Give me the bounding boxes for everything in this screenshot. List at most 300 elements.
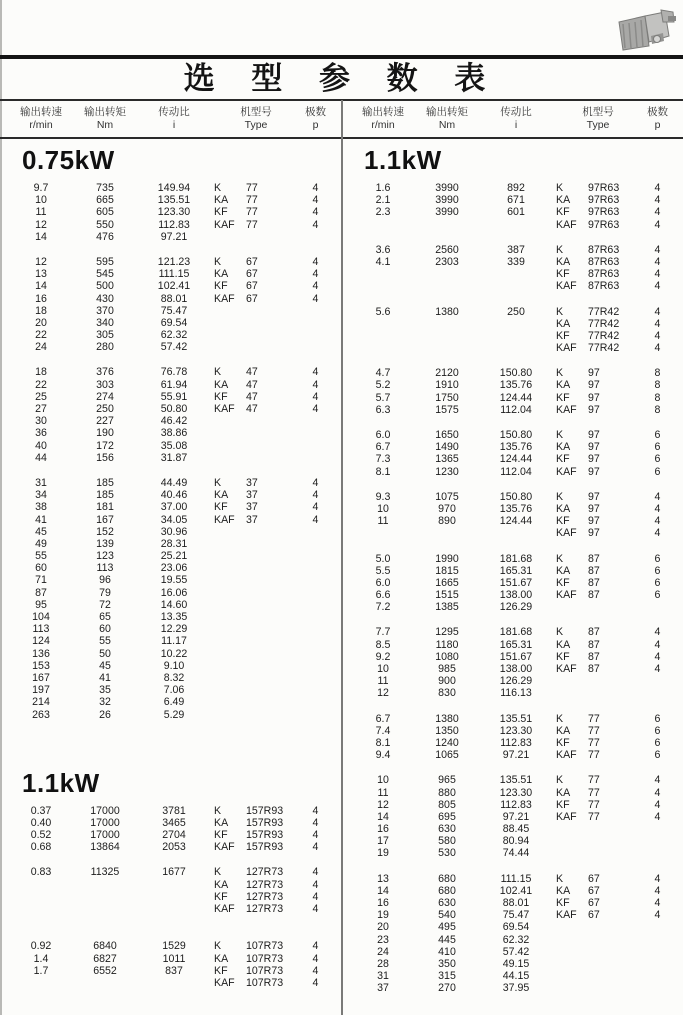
cell-type [214, 829, 298, 841]
cell-poles [298, 562, 333, 574]
table-row [342, 565, 683, 577]
cell-ratio: 1011 [162, 952, 186, 965]
cell-ratio: 1529 [162, 940, 186, 953]
cell-poles: 4 [654, 663, 661, 675]
cell-torque: 26 [99, 708, 111, 721]
cell-ratio [134, 903, 214, 915]
cell-speed [6, 879, 76, 891]
table-row [0, 501, 341, 513]
type-size: 37 [246, 501, 258, 514]
cell-type [214, 293, 298, 305]
cell-type [214, 317, 298, 329]
table-row [0, 953, 341, 965]
cell-poles [640, 823, 675, 835]
cell-torque: 2120 [435, 367, 459, 380]
type-size: 87R63 [588, 280, 620, 293]
cell-ratio: 102.41 [499, 884, 533, 897]
cell-poles [298, 587, 333, 599]
cell-type [556, 737, 640, 749]
cell-torque: 370 [96, 304, 114, 317]
table-row [0, 293, 341, 305]
cell-speed: 12 [377, 687, 389, 700]
cell-type [214, 538, 298, 550]
cell-speed: 6.7 [375, 712, 391, 725]
cell-speed: 8.5 [375, 638, 391, 651]
cell-poles [298, 415, 333, 427]
type-prefix: KA [214, 489, 229, 502]
cell-speed: 12 [35, 218, 47, 231]
cell-ratio: 88.45 [502, 823, 530, 836]
type-prefix: KAF [556, 403, 577, 416]
cell-torque: 1295 [435, 626, 459, 639]
type-size: 97R63 [588, 218, 620, 231]
table-header-left [0, 101, 341, 137]
cell-speed: 167 [32, 671, 50, 684]
cell-ratio: 135.51 [157, 194, 191, 207]
cell-ratio: 135.51 [499, 712, 533, 725]
type-size: 77R42 [588, 342, 620, 355]
cell-ratio: 46.42 [160, 415, 188, 428]
type-prefix: KAF [556, 909, 577, 922]
table-row [0, 256, 341, 268]
table-block [342, 774, 683, 859]
cell-speed: 1.6 [375, 182, 391, 194]
type-prefix: K [556, 243, 564, 256]
table-row [0, 526, 341, 538]
cell-speed: 197 [32, 684, 50, 697]
cell-poles: 4 [654, 638, 661, 651]
type-size: 157R93 [246, 829, 284, 842]
cell-poles: 4 [312, 182, 319, 194]
type-prefix: KAF [556, 589, 577, 602]
cell-ratio: 135.76 [499, 379, 533, 392]
table-row [342, 404, 683, 416]
cell-torque [76, 879, 134, 891]
cell-speed: 14 [35, 230, 47, 243]
cell-type [556, 491, 640, 503]
cell-speed: 0.52 [30, 829, 52, 842]
cell-poles: 4 [312, 804, 319, 817]
type-prefix: KF [214, 206, 228, 219]
cell-torque: 227 [96, 415, 114, 428]
cell-speed: 124 [32, 635, 50, 648]
table-row [342, 873, 683, 885]
cell-speed: 9.7 [33, 182, 49, 194]
cell-ratio: 150.80 [499, 490, 533, 503]
type-size: 97 [588, 429, 600, 441]
header-type: 机型号 Type [582, 106, 614, 131]
type-prefix [214, 329, 246, 341]
cell-speed: 6.3 [375, 403, 391, 416]
table-row [342, 626, 683, 638]
table-row [342, 897, 683, 909]
data-column-left [0, 142, 341, 1015]
cell-speed: 10 [377, 774, 389, 787]
type-size: 47 [246, 378, 258, 391]
cell-torque: 305 [96, 329, 114, 342]
type-size: 37 [246, 489, 258, 502]
cell-speed: 9.2 [375, 650, 391, 663]
cell-poles: 4 [312, 866, 319, 879]
cell-torque: 17000 [90, 829, 120, 842]
cell-speed: 95 [35, 598, 47, 611]
cell-torque: 65 [99, 611, 111, 623]
type-size: 127R73 [246, 890, 284, 903]
cell-type [556, 206, 640, 218]
cell-poles: 4 [312, 476, 319, 489]
cell-type [214, 219, 298, 231]
cell-type [556, 946, 640, 958]
cell-poles: 4 [312, 829, 319, 842]
type-prefix: KF [556, 897, 570, 909]
cell-type [556, 787, 640, 799]
cell-speed: 2.3 [375, 206, 391, 219]
cell-type [214, 477, 298, 489]
cell-type [556, 515, 640, 527]
cell-poles: 4 [654, 255, 661, 268]
cell-type [214, 440, 298, 452]
table-row [0, 317, 341, 329]
cell-type [556, 713, 640, 725]
type-prefix: KAF [556, 663, 577, 675]
table-row [0, 440, 341, 452]
cell-ratio: 35.08 [160, 439, 188, 452]
cell-type [556, 909, 640, 921]
cell-type [214, 182, 298, 194]
cell-poles: 4 [654, 194, 661, 207]
cell-ratio: 62.32 [160, 329, 188, 342]
cell-poles [640, 946, 675, 958]
cell-type [214, 366, 298, 378]
cell-poles [298, 648, 333, 660]
cell-ratio: 116.13 [500, 687, 532, 700]
cell-ratio [476, 342, 556, 354]
cell-ratio: 16.06 [160, 586, 188, 599]
table-row [342, 713, 683, 725]
cell-type [556, 663, 640, 675]
cell-torque: 580 [438, 835, 456, 848]
cell-type [214, 635, 298, 647]
table-row [0, 489, 341, 501]
cell-poles [298, 329, 333, 341]
type-size: 47 [246, 403, 258, 415]
cell-type [214, 280, 298, 292]
cell-poles: 4 [312, 194, 319, 207]
table-row [342, 651, 683, 663]
cell-speed: 7.2 [375, 601, 391, 614]
cell-poles: 8 [654, 367, 661, 380]
cell-speed: 0.83 [30, 866, 52, 879]
type-prefix [214, 317, 246, 329]
cell-type [214, 866, 298, 878]
table-row [342, 429, 683, 441]
type-prefix: K [214, 866, 222, 879]
cell-speed: 40 [35, 439, 47, 452]
type-prefix: KA [556, 317, 571, 330]
cell-speed: 13 [377, 872, 389, 885]
cell-ratio: 75.47 [502, 909, 530, 922]
cell-type [556, 367, 640, 379]
cell-speed: 18 [35, 304, 47, 317]
cell-ratio: 181.68 [499, 552, 533, 565]
table-row [342, 799, 683, 811]
cell-speed: 14 [377, 810, 389, 823]
cell-type [214, 206, 298, 218]
type-size: 97R63 [588, 182, 620, 194]
cell-type [214, 953, 298, 965]
table-row [0, 403, 341, 415]
cell-ratio: 124.44 [499, 391, 533, 404]
cell-type [214, 329, 298, 341]
cell-torque: 3990 [435, 194, 459, 207]
cell-speed: 10 [377, 663, 389, 675]
cell-ratio [134, 915, 214, 927]
cell-ratio: 3465 [162, 816, 186, 829]
cell-type [214, 231, 298, 243]
cell-torque: 280 [96, 341, 114, 354]
type-prefix: KA [556, 441, 571, 454]
type-prefix: KAF [556, 527, 577, 540]
cell-speed [6, 977, 76, 989]
type-size: 97 [588, 453, 600, 466]
table-row [0, 648, 341, 660]
cell-torque: 167 [96, 513, 114, 526]
type-prefix [556, 921, 588, 933]
type-size: 67 [588, 897, 600, 909]
table-row [0, 817, 341, 829]
cell-ratio: 10.22 [160, 647, 188, 660]
type-size: 107R73 [246, 952, 284, 965]
cell-speed: 9.4 [375, 749, 391, 762]
cell-ratio: 23.06 [160, 562, 188, 575]
cell-type [556, 749, 640, 761]
table-row [342, 206, 683, 218]
cell-poles: 4 [654, 317, 661, 330]
cell-speed [348, 280, 418, 292]
table-row [342, 268, 683, 280]
cell-poles [298, 684, 333, 696]
cell-type [214, 841, 298, 853]
cell-torque: 680 [438, 884, 456, 897]
data-column-right [342, 142, 683, 1015]
cell-type [214, 256, 298, 268]
cell-ratio: 111.15 [500, 872, 532, 885]
table-row [342, 639, 683, 651]
cell-speed: 45 [35, 525, 47, 538]
cell-poles [298, 672, 333, 684]
cell-poles [298, 635, 333, 647]
type-prefix [556, 982, 588, 994]
cell-speed: 19 [377, 847, 389, 860]
cell-torque: 890 [438, 515, 456, 528]
type-prefix: KA [214, 878, 229, 891]
cell-torque: 410 [438, 945, 456, 958]
cell-torque: 50 [99, 647, 111, 660]
cell-type [556, 847, 640, 859]
cell-speed: 71 [35, 574, 47, 587]
cell-speed: 0.40 [30, 816, 52, 829]
cell-ratio: 57.42 [160, 341, 188, 354]
cell-poles: 6 [654, 552, 661, 565]
cell-poles: 4 [654, 490, 661, 503]
table-row [342, 774, 683, 786]
cell-poles: 4 [312, 841, 319, 854]
type-prefix [214, 538, 246, 550]
cell-poles: 4 [312, 489, 319, 502]
header-torque: 输出转矩 Nm [84, 106, 126, 131]
cell-type [556, 577, 640, 589]
table-row [0, 623, 341, 635]
cell-poles: 4 [312, 366, 319, 379]
cell-poles: 4 [654, 182, 661, 194]
cell-type [556, 958, 640, 970]
cell-poles: 4 [312, 218, 319, 231]
cell-torque: 185 [96, 489, 114, 502]
cell-ratio: 250 [507, 305, 525, 318]
type-prefix: KF [214, 829, 228, 842]
table-block [0, 940, 341, 989]
cell-torque: 695 [438, 810, 456, 823]
cell-type [556, 774, 640, 786]
cell-speed: 9.3 [375, 490, 391, 503]
table-row [342, 453, 683, 465]
cell-type [556, 219, 640, 231]
table-row [342, 737, 683, 749]
cell-speed: 27 [35, 403, 47, 415]
type-prefix: KA [556, 502, 571, 515]
table-row [342, 958, 683, 970]
table-row [342, 835, 683, 847]
cell-torque: 970 [438, 502, 456, 515]
table-row [342, 515, 683, 527]
table-row [0, 599, 341, 611]
cell-type [556, 503, 640, 515]
type-prefix: KF [214, 280, 228, 293]
cell-poles [298, 341, 333, 353]
type-size: 97 [588, 490, 600, 503]
table-row [0, 915, 341, 927]
cell-type [556, 675, 640, 687]
type-prefix: KAF [556, 280, 577, 293]
cell-speed: 16 [377, 823, 389, 836]
type-prefix [556, 946, 588, 958]
cell-ratio: 74.44 [502, 847, 530, 860]
cell-speed: 37 [377, 982, 389, 995]
cell-torque: 445 [438, 933, 456, 946]
cell-torque: 1065 [435, 749, 459, 762]
table-block [342, 367, 683, 416]
cell-ratio: 892 [507, 182, 525, 194]
cell-poles: 4 [312, 501, 319, 514]
cell-ratio [476, 318, 556, 330]
type-size: 87 [588, 663, 600, 675]
cell-ratio [476, 268, 556, 280]
cell-torque [418, 527, 476, 539]
cell-poles: 8 [654, 403, 661, 416]
table-block [0, 256, 341, 354]
type-prefix [556, 934, 588, 946]
cell-speed: 17 [377, 835, 389, 848]
cell-ratio: 76.78 [160, 366, 188, 379]
type-prefix: K [214, 804, 222, 817]
cell-speed: 11 [377, 675, 389, 688]
cell-poles [640, 921, 675, 933]
header-ratio: 传动比 i [500, 106, 532, 131]
cell-poles: 6 [654, 564, 661, 577]
type-prefix: KA [556, 786, 571, 799]
cell-poles: 4 [312, 268, 319, 281]
type-prefix: KAF [556, 465, 577, 478]
type-size: 127R73 [246, 866, 284, 879]
table-row [0, 538, 341, 550]
cell-poles: 4 [654, 515, 661, 528]
table-block [342, 553, 683, 614]
cell-ratio: 3781 [162, 804, 186, 817]
header-type: 机型号 Type [240, 106, 272, 131]
cell-ratio: 123.30 [157, 206, 191, 219]
table-row [342, 909, 683, 921]
type-prefix: KA [556, 638, 571, 651]
cell-torque: 805 [438, 798, 456, 811]
cell-poles: 6 [654, 712, 661, 725]
cell-type [556, 182, 640, 194]
cell-poles [640, 601, 675, 613]
cell-speed: 4.7 [375, 367, 391, 380]
type-prefix [214, 440, 246, 452]
cell-speed [348, 219, 418, 231]
cell-speed: 12 [35, 255, 47, 268]
cell-ratio: 49.15 [502, 957, 530, 970]
cell-ratio: 34.05 [160, 513, 188, 526]
type-size: 67 [588, 872, 600, 885]
cell-torque: 476 [96, 230, 114, 243]
type-prefix: KAF [214, 403, 235, 415]
cell-poles [298, 623, 333, 635]
cell-type [556, 553, 640, 565]
table-row [342, 503, 683, 515]
type-prefix: KA [556, 884, 571, 897]
table-row [0, 841, 341, 853]
type-prefix: KF [214, 890, 228, 903]
cell-speed: 104 [32, 611, 50, 623]
cell-poles [298, 452, 333, 464]
gearmotor-icon [611, 6, 677, 58]
cell-speed: 20 [35, 316, 47, 329]
table-row [342, 244, 683, 256]
type-prefix: KA [556, 255, 571, 268]
cell-torque: 595 [96, 255, 114, 268]
cell-poles: 4 [312, 403, 319, 415]
cell-type [556, 921, 640, 933]
cell-poles [298, 696, 333, 708]
cell-torque: 156 [96, 451, 114, 464]
type-prefix: K [556, 774, 564, 787]
type-prefix [214, 427, 246, 439]
table-row [342, 194, 683, 206]
cell-ratio [476, 330, 556, 342]
type-size: 77R42 [588, 329, 620, 342]
type-prefix: K [556, 305, 564, 318]
cell-ratio: 837 [165, 964, 183, 977]
cell-type [556, 589, 640, 601]
cell-speed: 87 [35, 586, 47, 599]
cell-torque: 1575 [435, 403, 459, 416]
cell-speed [6, 915, 76, 927]
type-size: 97 [588, 403, 600, 416]
type-size: 87 [588, 576, 600, 589]
cell-torque: 540 [438, 909, 456, 922]
cell-ratio: 126.29 [499, 601, 533, 614]
